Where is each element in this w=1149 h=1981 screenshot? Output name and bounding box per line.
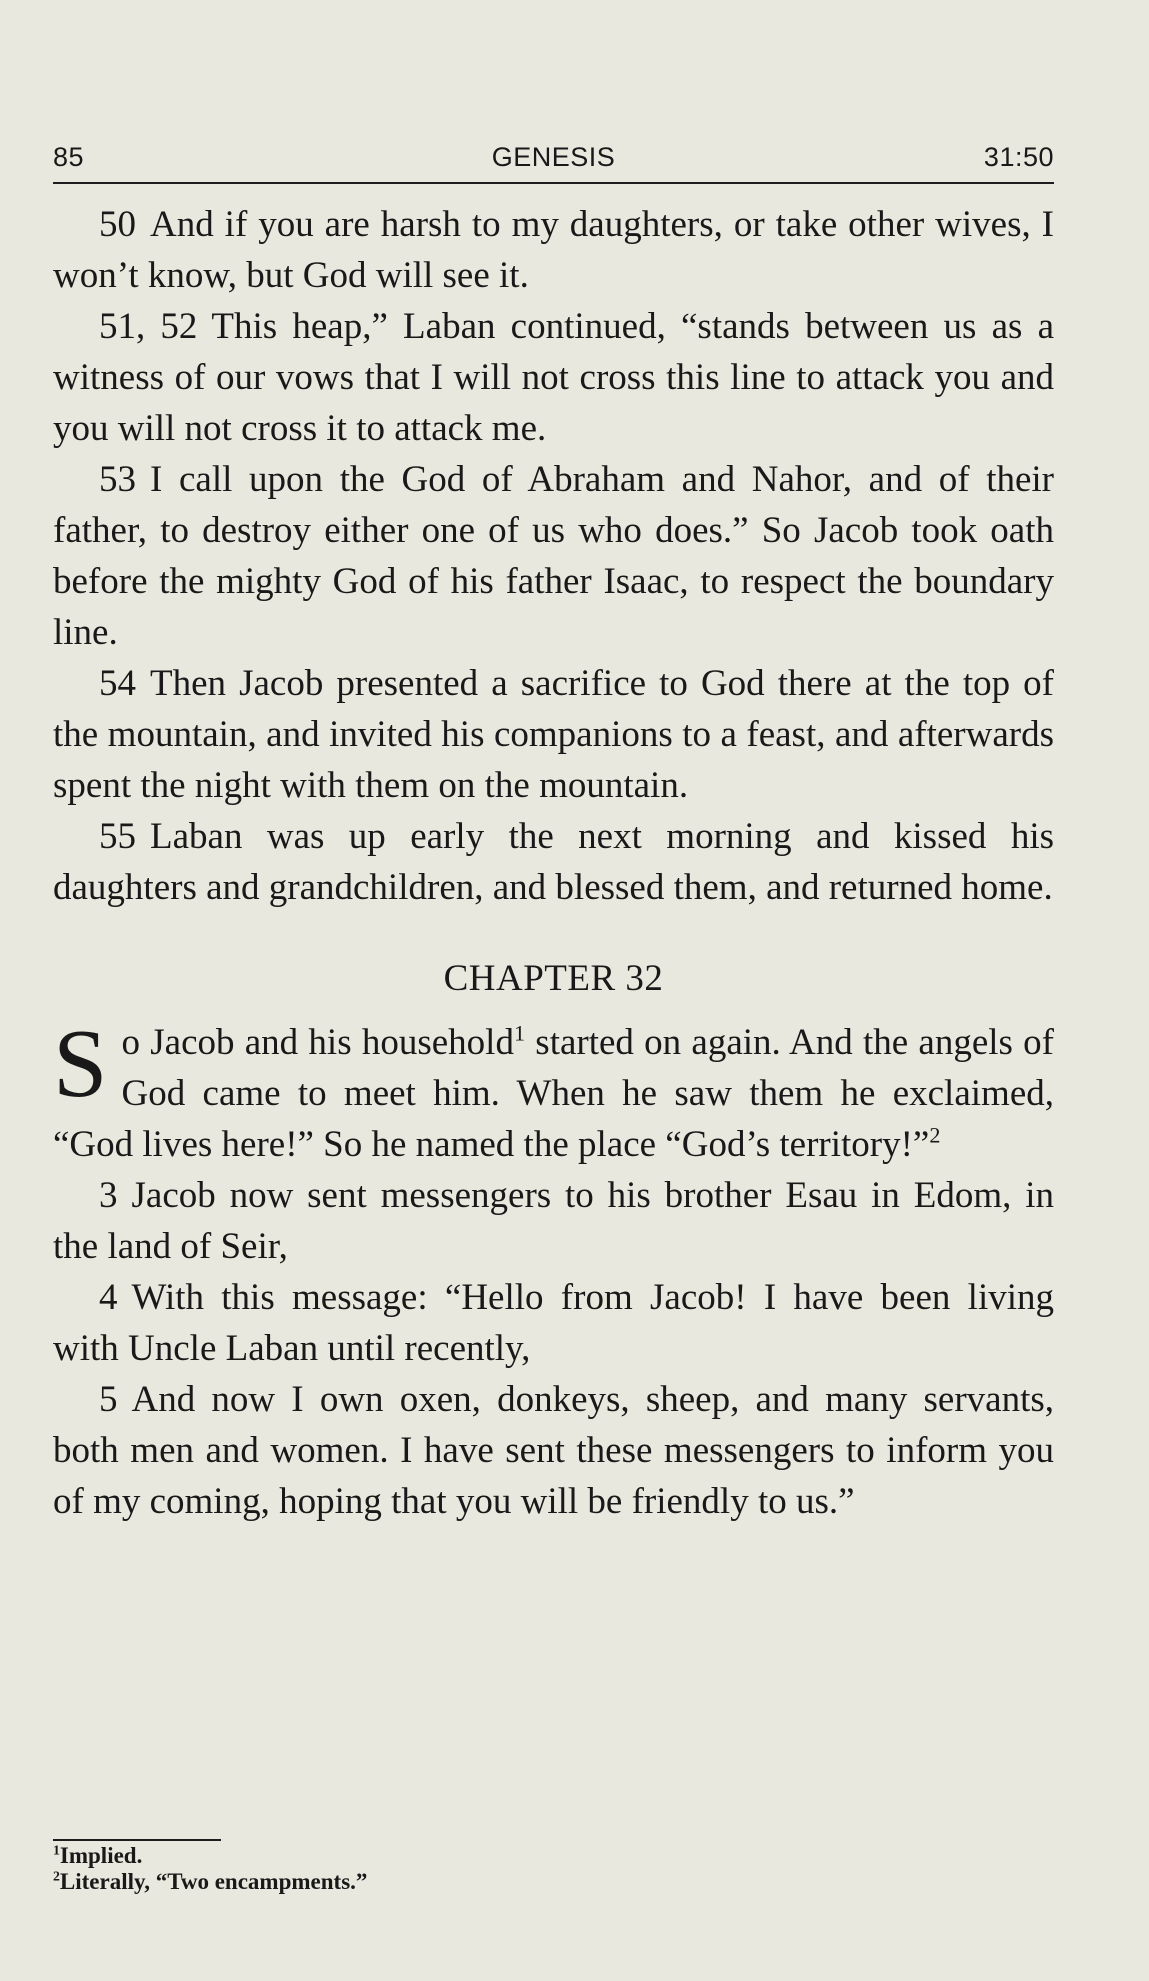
- verse: [53, 199, 1054, 301]
- chapter-heading: CHAPTER 32: [443, 958, 664, 999]
- footnote: [53, 1869, 367, 1895]
- verse-number: 4: [99, 1277, 118, 1318]
- footnotes: [53, 1843, 367, 1895]
- verse-text: And now I own oxen, donkeys, sheep, and many servants, both men and women. I have sent these messengers to inform you of my coming, hoping that you will be friendly to us.”: [53, 1379, 1054, 1522]
- verse-number: 53: [99, 459, 136, 500]
- footnote-ref: 1: [513, 1020, 526, 1046]
- verse-number: 55: [99, 816, 136, 857]
- chapter-verse-reference: 31:50: [983, 142, 1054, 172]
- verse: [53, 301, 1054, 454]
- verse-number: 50: [99, 204, 136, 245]
- verse-number: 54: [99, 663, 136, 704]
- running-header: [53, 142, 1054, 182]
- verse: [53, 1374, 1054, 1527]
- verse-number: 5: [99, 1379, 118, 1420]
- verse: [53, 658, 1054, 811]
- footnote-mark: 2: [53, 1868, 60, 1884]
- verse-text: Jacob now sent messengers to his brother Esau in Edom, in the land of Seir,: [53, 1175, 1054, 1267]
- verse-text: Laban was up early the next morning and kissed his daughters and grandchildren, and blessed them, and returned home.: [53, 816, 1054, 908]
- verse-text: With this message: “Hello from Jacob! I have been living with Uncle Laban until recently,: [53, 1277, 1054, 1369]
- verse: [53, 454, 1054, 658]
- verse-number: 51, 52: [99, 306, 198, 347]
- footnote: [53, 1843, 367, 1869]
- verse-text: I call upon the God of Abraham and Nahor, and of their father, to destroy either one of us who does.” So Jacob took oath before the mighty God of his father Isaac, to respect the boundary line.: [53, 459, 1054, 653]
- verse-text: And if you are harsh to my daughters, or take other wives, I won’t know, but God will see it.: [53, 204, 1054, 296]
- page-number: 85: [53, 142, 85, 172]
- opening-text: o Jacob and his household: [121, 1022, 514, 1063]
- header-rule: [53, 182, 1054, 184]
- verse: [53, 811, 1054, 913]
- chapter-opening-paragraph: [53, 1010, 1054, 1170]
- verse-text: Then Jacob presented a sacrifice to God there at the top of the mountain, and invited his companions to a feast, and afterwards spent the night with them on the mountain.: [53, 663, 1054, 806]
- footnote-ref: 2: [929, 1122, 941, 1148]
- verse-number: 3: [99, 1175, 118, 1216]
- opening-text: started on again. And the angels of God came to meet him. When he saw them he exclaimed, “God lives here!” So he named the place “God’s territory!”: [53, 1022, 1054, 1165]
- page-body: [53, 199, 1054, 1527]
- footnote-text: Literally, “Two encampments.”: [59, 1869, 368, 1894]
- verse-text: This heap,” Laban continued, “stands between us as a witness of our vows that I will not cross this line to attack you and you will not cross it to attack me.: [53, 306, 1054, 449]
- drop-cap: S: [53, 1010, 108, 1118]
- footnote-mark: 1: [53, 1842, 60, 1858]
- verse: [53, 1170, 1054, 1272]
- footnote-text: Implied.: [59, 1843, 143, 1868]
- footnote-rule: [53, 1839, 221, 1841]
- book-title: GENESIS: [491, 142, 616, 172]
- verse: [53, 1272, 1054, 1374]
